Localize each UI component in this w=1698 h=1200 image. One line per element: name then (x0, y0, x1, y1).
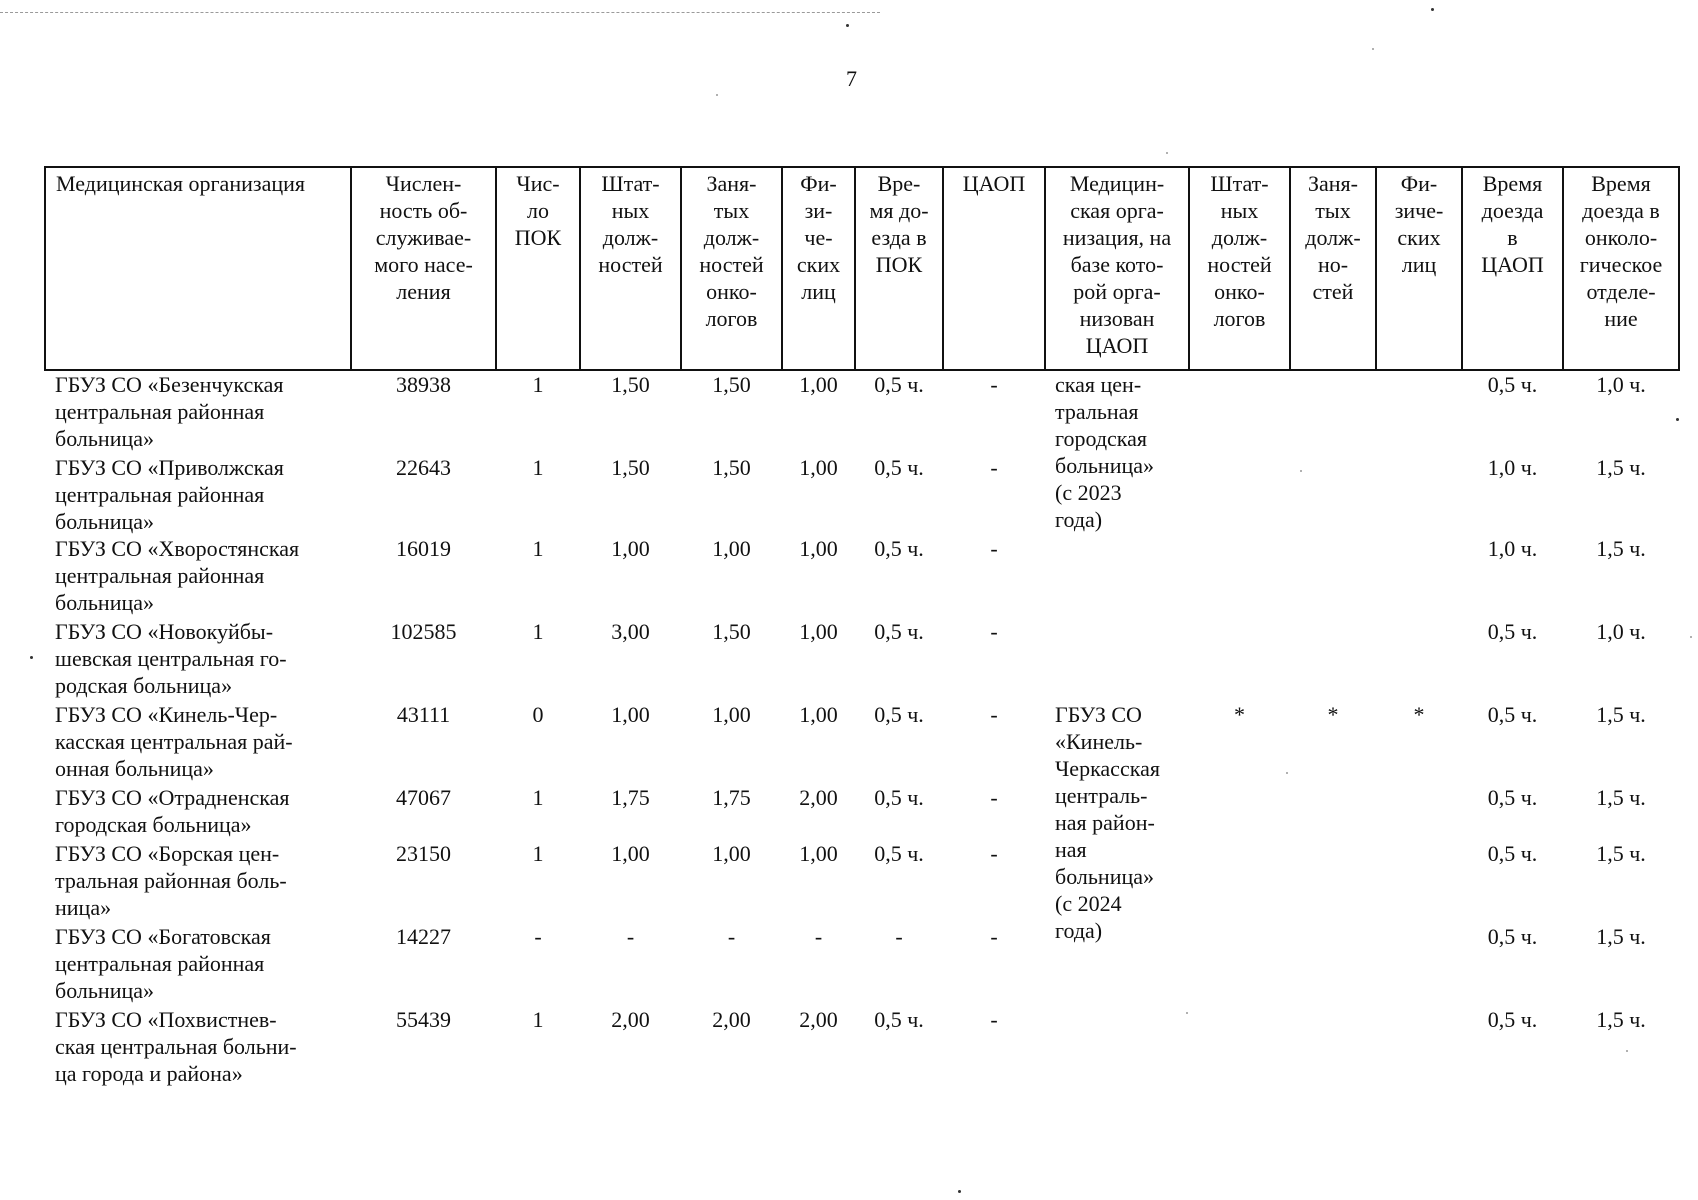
population-cell: 102585 (390, 619, 457, 644)
scan-speck (1372, 48, 1374, 50)
time-to-oncology-cell: 1,5 ч. (1596, 841, 1646, 866)
population-cell: 16019 (396, 536, 451, 561)
caop-occupied-positions-cell (1290, 1006, 1376, 1096)
caop-staff-positions-cell (1189, 1006, 1290, 1096)
caop-staff-positions-cell: * (1234, 702, 1245, 727)
caop-persons-cell (1376, 370, 1462, 701)
header-cell: Фи- зи- че- ских лиц (782, 167, 855, 370)
caop-base-org-cell: ская цен- тральная городская больница» (с 2023 года) (1055, 372, 1154, 532)
time-to-caop-cell: 1,0 ч. (1487, 455, 1538, 480)
caop-cell: - (990, 1007, 998, 1032)
staff-positions-cell: 1,00 (611, 702, 650, 727)
occupied-positions-cell: 1,50 (712, 455, 751, 480)
occupied-positions-cell: 1,00 (712, 702, 751, 727)
population-cell: 43111 (396, 702, 451, 727)
staff-positions-cell: 1,75 (611, 785, 650, 810)
table-row (45, 840, 1679, 923)
org-name: ГБУЗ СО «Приволжская центральная районная больница» (55, 455, 284, 534)
time-to-pok-cell: 0,5 ч. (874, 841, 924, 866)
table-row (45, 784, 1679, 840)
caop-cell: - (990, 455, 998, 480)
occupied-positions-cell: 1,50 (712, 372, 751, 397)
time-to-oncology-cell: 1,5 ч. (1596, 455, 1646, 480)
time-to-oncology-cell: 1,0 ч. (1596, 619, 1646, 644)
scan-speck (30, 656, 33, 659)
pok-count-cell: 1 (532, 785, 544, 810)
caop-persons-cell (1376, 1006, 1462, 1096)
caop-occupied-positions-cell (1290, 784, 1376, 840)
time-to-pok-cell: 0,5 ч. (874, 702, 924, 727)
header-cell: Чис- ло ПОК (496, 167, 580, 370)
caop-persons-cell (1376, 784, 1462, 840)
time-to-caop-cell: 0,5 ч. (1487, 924, 1538, 949)
caop-cell: - (990, 372, 998, 397)
population-cell: 47067 (396, 785, 451, 810)
scan-speck (846, 24, 849, 27)
occupied-positions-cell: 1,75 (712, 785, 751, 810)
pok-count-cell: 1 (532, 536, 544, 561)
occupied-positions-cell: 2,00 (712, 1007, 751, 1032)
header-cell: Время доезда в онколо- гическое отделе- ние (1563, 167, 1679, 370)
staff-positions-cell: 1,00 (611, 841, 650, 866)
scan-speck (1690, 636, 1692, 638)
time-to-pok-cell: 0,5 ч. (874, 455, 924, 480)
pok-count-cell: - (534, 924, 542, 949)
persons-cell: 1,00 (799, 536, 838, 561)
caop-persons-cell (1376, 923, 1462, 1006)
caop-persons-cell: * (1413, 702, 1425, 727)
caop-base-org-cell: ГБУЗ СО «Кинель- Черкасская централь- ная район- ная больница» (с 2024 года) (1055, 702, 1160, 943)
time-to-oncology-cell: 1,5 ч. (1596, 785, 1646, 810)
org-name: ГБУЗ СО «Богатовская центральная районная больница» (55, 924, 271, 1003)
population-cell: 22643 (396, 455, 451, 480)
persons-cell: 1,00 (799, 372, 838, 397)
staff-positions-cell: 3,00 (611, 619, 650, 644)
caop-cell: - (990, 536, 998, 561)
time-to-caop-cell: 0,5 ч. (1487, 619, 1538, 644)
caop-cell: - (990, 841, 998, 866)
persons-cell: 1,00 (799, 455, 838, 480)
time-to-oncology-cell: 1,5 ч. (1596, 1007, 1646, 1032)
time-to-caop-cell: 0,5 ч. (1487, 702, 1538, 727)
scan-edge-line (0, 12, 880, 13)
scan-speck (716, 94, 718, 96)
scan-speck (958, 1190, 961, 1193)
caop-cell: - (990, 924, 998, 949)
time-to-oncology-cell: 1,5 ч. (1596, 536, 1646, 561)
table-row (45, 370, 1679, 454)
occupied-positions-cell: - (727, 924, 736, 949)
occupied-positions-cell: 1,50 (712, 619, 751, 644)
persons-cell: 2,00 (799, 1007, 838, 1032)
persons-cell: 1,00 (799, 619, 838, 644)
caop-occupied-positions-cell (1290, 840, 1376, 923)
time-to-oncology-cell: 1,5 ч. (1596, 924, 1646, 949)
oncology-table (44, 166, 1680, 1096)
pok-count-cell: 1 (532, 1007, 544, 1032)
staff-positions-cell: - (626, 924, 635, 949)
persons-cell: 1,00 (799, 702, 838, 727)
table-row (45, 1006, 1679, 1096)
time-to-pok-cell: 0,5 ч. (874, 372, 924, 397)
time-to-caop-cell: 0,5 ч. (1487, 785, 1538, 810)
time-to-caop-cell: 1,0 ч. (1487, 536, 1538, 561)
caop-staff-positions-cell (1189, 840, 1290, 923)
org-name: ГБУЗ СО «Похвистнев- ская центральная больни- ца города и района» (55, 1007, 297, 1086)
caop-persons-cell (1376, 840, 1462, 923)
page-number: 7 (846, 66, 857, 91)
org-name: ГБУЗ СО «Отрадненская городская больница» (55, 785, 290, 837)
header-cell: Медицинская организация (45, 167, 351, 370)
time-to-oncology-cell: 1,0 ч. (1596, 372, 1646, 397)
population-cell: 55439 (396, 1007, 451, 1032)
header-cell: Медицин- ская орга- низация, на базе кото- рой орга- низован ЦАОП (1045, 167, 1189, 370)
scan-speck (1431, 8, 1434, 11)
table-row (45, 923, 1679, 1006)
pok-count-cell: 1 (532, 841, 544, 866)
staff-positions-cell: 1,50 (611, 372, 650, 397)
population-cell: 23150 (396, 841, 451, 866)
caop-staff-positions-cell (1189, 923, 1290, 1006)
header-cell: Числен- ность об- служивае- мого насе- ления (351, 167, 496, 370)
header-cell: Штат- ных долж- ностей онко- логов (1189, 167, 1290, 370)
time-to-pok-cell: 0,5 ч. (874, 785, 924, 810)
time-to-oncology-cell: 1,5 ч. (1596, 702, 1646, 727)
time-to-pok-cell: - (895, 924, 903, 949)
staff-positions-cell: 1,50 (611, 455, 650, 480)
org-name: ГБУЗ СО «Хворостянская центральная районная больница» (55, 536, 300, 615)
occupied-positions-cell: 1,00 (712, 841, 751, 866)
pok-count-cell: 1 (532, 455, 544, 480)
staff-positions-cell: 1,00 (611, 536, 650, 561)
header-cell: Заня- тых долж- но- стей (1290, 167, 1376, 370)
header-cell: ЦАОП (943, 167, 1045, 370)
org-name: ГБУЗ СО «Борская цен- тральная районная боль- ница» (55, 841, 287, 920)
table-row (45, 701, 1679, 784)
pok-count-cell: 1 (532, 372, 544, 397)
caop-cell: - (990, 619, 998, 644)
persons-cell: - (814, 924, 823, 949)
caop-occupied-positions-cell (1290, 370, 1376, 701)
time-to-pok-cell: 0,5 ч. (874, 536, 924, 561)
population-cell: 14227 (396, 924, 451, 949)
persons-cell: 2,00 (799, 785, 838, 810)
caop-occupied-positions-cell: * (1327, 702, 1339, 727)
header-cell: Вре- мя до- езда в ПОК (855, 167, 943, 370)
scan-speck (1166, 152, 1168, 154)
caop-occupied-positions-cell (1290, 923, 1376, 1006)
time-to-caop-cell: 0,5 ч. (1487, 841, 1538, 866)
header-cell: Время доезда в ЦАОП (1462, 167, 1563, 370)
caop-staff-positions-cell (1189, 784, 1290, 840)
time-to-caop-cell: 0,5 ч. (1487, 1007, 1538, 1032)
org-name: ГБУЗ СО «Новокуйбы- шевская центральная го- родская больница» (55, 619, 287, 698)
staff-positions-cell: 2,00 (611, 1007, 650, 1032)
org-name: ГБУЗ СО «Кинель-Чер- касская центральная рай- онная больница» (55, 702, 293, 781)
time-to-pok-cell: 0,5 ч. (874, 1007, 924, 1032)
header-cell: Заня- тых долж- ностей онко- логов (681, 167, 782, 370)
org-name: ГБУЗ СО «Безенчукская центральная районная больница» (55, 372, 284, 451)
caop-cell: - (990, 702, 998, 727)
pok-count-cell: 0 (532, 702, 544, 727)
population-cell: 38938 (396, 372, 451, 397)
table-header-row (45, 167, 1679, 370)
time-to-pok-cell: 0,5 ч. (874, 619, 924, 644)
persons-cell: 1,00 (799, 841, 838, 866)
header-cell: Фи- зиче- ских лиц (1376, 167, 1462, 370)
caop-staff-positions-cell (1189, 370, 1290, 701)
time-to-caop-cell: 0,5 ч. (1487, 372, 1538, 397)
pok-count-cell: 1 (532, 619, 544, 644)
occupied-positions-cell: 1,00 (712, 536, 751, 561)
caop-cell: - (990, 785, 998, 810)
header-cell: Штат- ных долж- ностей (580, 167, 681, 370)
